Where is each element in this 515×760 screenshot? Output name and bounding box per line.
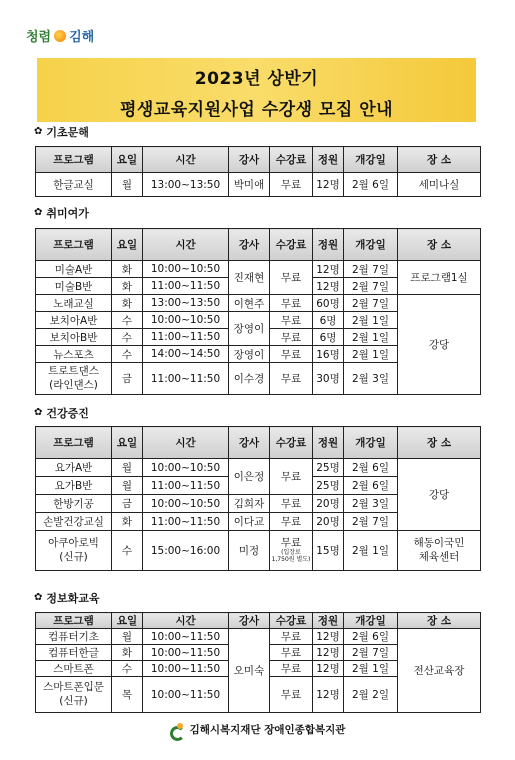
- footer-organization: [0, 722, 515, 737]
- cell-fee: 무료: [270, 363, 313, 395]
- cell-start-date: 2월 1일: [344, 312, 398, 329]
- section-label: 취미여가: [46, 207, 89, 220]
- cell-time: 11:00~11:50: [143, 513, 229, 531]
- cell-time: 10:00~10:50: [143, 495, 229, 513]
- cell-start-date: 2월 1일: [344, 346, 398, 363]
- cell-day: 화: [112, 261, 143, 278]
- cell-program: 노래교실: [36, 295, 112, 312]
- header-program: 프로그램: [36, 147, 112, 173]
- cell-time: 10:00~11:50: [143, 677, 229, 713]
- section-title-basic-literacy: [34, 124, 89, 140]
- header-capacity: 정원: [313, 613, 344, 629]
- fee-value: 무료: [280, 537, 302, 550]
- cell-time: 10:00~11:50: [143, 629, 229, 645]
- cell-start-date: 2월 7일: [344, 645, 398, 661]
- logo-text-b: 김해: [69, 30, 95, 45]
- cell-program: 요가B반: [36, 477, 112, 495]
- cell-fee: 무료: [270, 173, 313, 197]
- table-row: [36, 295, 481, 312]
- header-fee: 수강료: [270, 427, 313, 459]
- cell-start-date: 2월 3일: [344, 363, 398, 395]
- cell-start-date: 2월 6일: [344, 173, 398, 197]
- cell-day: 목: [112, 677, 143, 713]
- cell-time: 11:00~11:50: [143, 278, 229, 295]
- header-capacity: 정원: [313, 147, 344, 173]
- cell-teacher: 장영이: [229, 346, 270, 363]
- fee-note-line-2: 1,750원 별도): [271, 556, 311, 564]
- header-time: 시간: [143, 229, 229, 261]
- cell-place: 전산교육장: [398, 629, 481, 713]
- cell-day: 월: [112, 173, 143, 197]
- table-row: [36, 459, 481, 477]
- cell-program: 뉴스포츠: [36, 346, 112, 363]
- cell-day: 월: [112, 459, 143, 477]
- table-health: [35, 426, 481, 571]
- section-label: 건강증진: [46, 407, 89, 420]
- header-day: 요일: [112, 613, 143, 629]
- cell-day: 수: [112, 312, 143, 329]
- table-row: [36, 531, 481, 571]
- cell-day: 화: [112, 278, 143, 295]
- cell-teacher: 오미숙: [229, 629, 270, 713]
- cell-fee: 무료: [270, 629, 313, 645]
- header-teacher: 강사: [229, 229, 270, 261]
- cell-place: 강당: [398, 459, 481, 531]
- place-line-2: 체육센터: [418, 550, 460, 563]
- cell-start-date: 2월 6일: [344, 629, 398, 645]
- cell-fee: 무료: [270, 312, 313, 329]
- section-title-it-education: [34, 590, 100, 606]
- cell-fee: 무료: [270, 645, 313, 661]
- cell-fee: [270, 531, 313, 571]
- cell-capacity: 60명: [313, 295, 344, 312]
- program-line-2: (라인댄스): [49, 378, 98, 391]
- header-program: 프로그램: [36, 427, 112, 459]
- cell-fee: 무료: [270, 329, 313, 346]
- cell-day: 금: [112, 495, 143, 513]
- table-basic-literacy: [35, 146, 481, 197]
- cell-capacity: 6명: [313, 329, 344, 346]
- program-line-2: (신규): [59, 694, 88, 707]
- cell-program: 손발건강교실: [36, 513, 112, 531]
- header-start-date: 개강일: [344, 427, 398, 459]
- cell-place: 세미나실: [398, 173, 481, 197]
- title-line-2: 평생교육지원사업 수강생 모집 안내: [119, 100, 394, 120]
- program-line-2: (신규): [59, 550, 88, 563]
- header-time: 시간: [143, 147, 229, 173]
- header-place: 장 소: [398, 147, 481, 173]
- table-row: [36, 629, 481, 645]
- table-header-row: [36, 613, 481, 629]
- cell-capacity: 12명: [313, 629, 344, 645]
- cell-time: 13:00~13:50: [143, 295, 229, 312]
- cell-day: 수: [112, 329, 143, 346]
- header-day: 요일: [112, 147, 143, 173]
- header-capacity: 정원: [313, 229, 344, 261]
- cell-fee: 무료: [270, 346, 313, 363]
- foundation-logo-icon: [170, 723, 184, 737]
- table-row: [36, 261, 481, 278]
- cell-day: 수: [112, 661, 143, 677]
- cell-program: [36, 531, 112, 571]
- cell-fee: 무료: [270, 261, 313, 295]
- cell-place: [398, 531, 481, 571]
- cell-fee: 무료: [270, 661, 313, 677]
- cell-fee: 무료: [270, 295, 313, 312]
- header-place: 장 소: [398, 613, 481, 629]
- cell-fee: 무료: [270, 513, 313, 531]
- cell-teacher: 미정: [229, 531, 270, 571]
- table-hobby: [35, 228, 481, 395]
- header-place: 장 소: [398, 229, 481, 261]
- cell-program: 한방기공: [36, 495, 112, 513]
- cell-teacher: 이다교: [229, 513, 270, 531]
- title-line-1: 2023년 상반기: [194, 69, 319, 89]
- section-title-hobby: [34, 205, 89, 221]
- cell-time: 10:00~10:50: [143, 261, 229, 278]
- flower-icon: ✿: [34, 592, 43, 603]
- header-day: 요일: [112, 229, 143, 261]
- cell-start-date: 2월 1일: [344, 661, 398, 677]
- cell-capacity: 20명: [313, 513, 344, 531]
- cell-program: 요가A반: [36, 459, 112, 477]
- fee-note-line-1: (입장료: [281, 549, 301, 557]
- header-teacher: 강사: [229, 613, 270, 629]
- cell-teacher: 이은정: [229, 459, 270, 495]
- flower-icon: ✿: [34, 207, 43, 218]
- cell-program: 스마트폰: [36, 661, 112, 677]
- cell-start-date: 2월 3일: [344, 495, 398, 513]
- cell-start-date: 2월 1일: [344, 531, 398, 571]
- cell-teacher: 진재현: [229, 261, 270, 295]
- footer-text: 김해시복지재단 장애인종합복지관: [189, 724, 346, 736]
- header-teacher: 강사: [229, 147, 270, 173]
- cell-start-date: 2월 7일: [344, 513, 398, 531]
- cell-capacity: 12명: [313, 173, 344, 197]
- cell-program: 보치아A반: [36, 312, 112, 329]
- section-label: 기초문해: [46, 126, 89, 139]
- cell-day: 월: [112, 629, 143, 645]
- cell-start-date: 2월 6일: [344, 459, 398, 477]
- cell-program: 미술A반: [36, 261, 112, 278]
- cell-capacity: 12명: [313, 661, 344, 677]
- cell-start-date: 2월 7일: [344, 261, 398, 278]
- header-start-date: 개강일: [344, 147, 398, 173]
- cell-day: 화: [112, 513, 143, 531]
- cell-start-date: 2월 1일: [344, 329, 398, 346]
- section-title-health: [34, 405, 89, 421]
- cell-teacher: 이수경: [229, 363, 270, 395]
- city-logo: [26, 26, 94, 45]
- cell-program: 컴퓨터기초: [36, 629, 112, 645]
- cell-time: 13:00~13:50: [143, 173, 229, 197]
- header-teacher: 강사: [229, 427, 270, 459]
- flower-icon: ✿: [34, 407, 43, 418]
- cell-capacity: 30명: [313, 363, 344, 395]
- cell-time: 11:00~11:50: [143, 329, 229, 346]
- cell-teacher: 김희자: [229, 495, 270, 513]
- header-program: 프로그램: [36, 229, 112, 261]
- header-fee: 수강료: [270, 613, 313, 629]
- table-it-education: [35, 612, 481, 713]
- program-line-1: 아쿠아로빅: [48, 537, 99, 550]
- cell-capacity: 15명: [313, 531, 344, 571]
- cell-capacity: 16명: [313, 346, 344, 363]
- header-time: 시간: [143, 613, 229, 629]
- cell-capacity: 20명: [313, 495, 344, 513]
- program-line-1: 트로트댄스: [48, 365, 99, 378]
- cell-time: 10:00~10:50: [143, 459, 229, 477]
- cell-fee: 무료: [270, 677, 313, 713]
- cell-capacity: 12명: [313, 278, 344, 295]
- cell-teacher: 박미애: [229, 173, 270, 197]
- header-fee: 수강료: [270, 229, 313, 261]
- cell-day: 금: [112, 363, 143, 395]
- cell-time: 10:00~11:50: [143, 645, 229, 661]
- header-program: 프로그램: [36, 613, 112, 629]
- table-header-row: [36, 229, 481, 261]
- place-line-1: 해동이국민: [413, 537, 465, 550]
- cell-day: 월: [112, 477, 143, 495]
- cell-time: 11:00~11:50: [143, 477, 229, 495]
- cell-capacity: 12명: [313, 261, 344, 278]
- cell-teacher: 이현주: [229, 295, 270, 312]
- cell-capacity: 12명: [313, 677, 344, 713]
- cell-program: 보치아B반: [36, 329, 112, 346]
- cell-program: 컴퓨터한글: [36, 645, 112, 661]
- cell-program: [36, 677, 112, 713]
- table-header-row: [36, 427, 481, 459]
- program-line-1: 스마트폰입문: [43, 681, 104, 694]
- cell-day: 화: [112, 645, 143, 661]
- cell-start-date: 2월 6일: [344, 477, 398, 495]
- cell-time: 10:00~10:50: [143, 312, 229, 329]
- cell-fee: 무료: [270, 495, 313, 513]
- cell-day: 화: [112, 295, 143, 312]
- cell-program: 미술B반: [36, 278, 112, 295]
- section-label: 정보화교육: [46, 592, 100, 605]
- cell-program: [36, 363, 112, 395]
- cell-fee: 무료: [270, 459, 313, 495]
- cell-time: 14:00~14:50: [143, 346, 229, 363]
- cell-capacity: 12명: [313, 645, 344, 661]
- header-time: 시간: [143, 427, 229, 459]
- header-start-date: 개강일: [344, 229, 398, 261]
- flower-icon: ✿: [34, 126, 43, 137]
- header-fee: 수강료: [270, 147, 313, 173]
- title-banner: [37, 58, 476, 122]
- cell-start-date: 2월 7일: [344, 295, 398, 312]
- table-row: [36, 173, 481, 197]
- cell-time: 15:00~16:00: [143, 531, 229, 571]
- header-place: 장 소: [398, 427, 481, 459]
- cell-capacity: 6명: [313, 312, 344, 329]
- cell-place: 프로그램1실: [398, 261, 481, 295]
- cell-capacity: 25명: [313, 459, 344, 477]
- header-capacity: 정원: [313, 427, 344, 459]
- cell-time: 11:00~11:50: [143, 363, 229, 395]
- cell-start-date: 2월 7일: [344, 278, 398, 295]
- cell-capacity: 25명: [313, 477, 344, 495]
- logo-text-a: 청렴: [26, 30, 52, 45]
- cell-day: 수: [112, 531, 143, 571]
- cell-program: 한글교실: [36, 173, 112, 197]
- header-start-date: 개강일: [344, 613, 398, 629]
- sun-icon: [54, 30, 66, 42]
- cell-time: 10:00~11:50: [143, 661, 229, 677]
- cell-day: 수: [112, 346, 143, 363]
- table-header-row: [36, 147, 481, 173]
- cell-start-date: 2월 2일: [344, 677, 398, 713]
- cell-teacher: 장영이: [229, 312, 270, 346]
- cell-place: 강당: [398, 295, 481, 395]
- header-day: 요일: [112, 427, 143, 459]
